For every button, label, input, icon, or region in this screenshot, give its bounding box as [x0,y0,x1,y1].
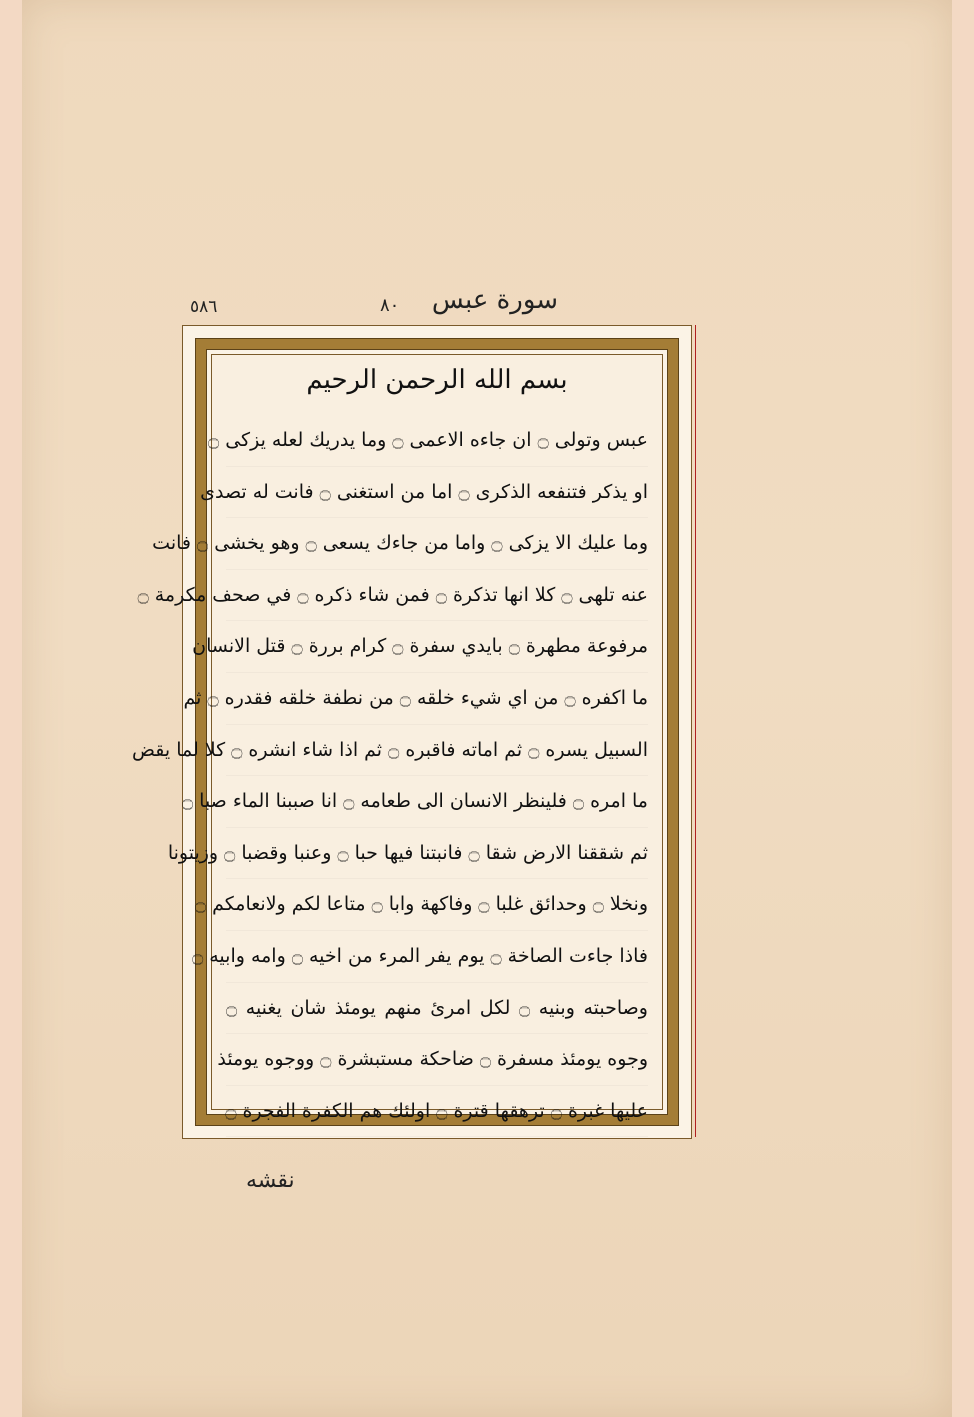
verse-line: ما اكفره ۝ من اي شيء خلقه ۝ من نطفة خلقه فقدره ۝ ثم [226,673,648,725]
gold-border [132,338,679,1126]
verse-line: عنه تلهى ۝ كلا انها تذكرة ۝ فمن شاء ذكره ۝ في صحف مكرمة ۝ [226,570,648,622]
verse-line: عليها غبرة ۝ ترهقها قترة ۝ اولئك هم الكفرة الفجرة ۝ [226,1086,648,1138]
verse-line: وصاحبته وبنيه ۝ لكل امرئ منهم يومئذ شان يغنيه ۝ [226,983,648,1035]
verse-line: عبس وتولى ۝ ان جاءه الاعمى ۝ وما يدريك لعله يزكى ۝ [226,415,648,467]
page-header [180,285,688,325]
verse-line: او يذكر فتنفعه الذكرى ۝ اما من استغنى ۝ فانت له تصدى [226,467,648,519]
surah-title: سورة عبس [431,285,559,315]
verse-line: وجوه يومئذ مسفرة ۝ ضاحكة مستبشرة ۝ ووجوه يومئذ [226,1034,648,1086]
calligrapher-signature: نقشه [246,1168,295,1193]
verse-line: مرفوعة مطهرة ۝ بايدي سفرة ۝ كرام بررة ۝ قتل الانسان [226,621,648,673]
inner-border [132,349,668,1122]
verse-line: ثم شققنا الارض شقا ۝ فانبتنا فيها حبا ۝ وعنبا وقضبا ۝ وزيتونا [226,828,648,880]
illuminated-frame [132,325,692,1139]
verse-line: فاذا جاءت الصاخة ۝ يوم يفر المرء من اخيه ۝ وامه وابيه ۝ [226,931,648,983]
verse-line: وما عليك الا يزكى ۝ واما من جاءك يسعى ۝ وهو يخشى ۝ فانت [226,518,648,570]
surah-number: ٨٠ [380,295,400,316]
page-number: ٥٨٦ [190,297,218,317]
text-panel [132,354,663,1122]
verse-line: ما امره ۝ فلينظر الانسان الى طعامه ۝ انا صببنا الماء صبا ۝ [226,776,648,828]
verse-line: ونخلا ۝ وحدائق غلبا ۝ وفاكهة وابا ۝ متاعا لكم ولانعامكم ۝ [226,879,648,931]
verse-lines [132,415,648,1137]
basmala: بسم الله الرحمن الرحيم [306,365,568,395]
verse-line: السبيل يسره ۝ ثم اماته فاقبره ۝ ثم اذا شاء انشره ۝ كلا لما يقض [226,725,648,777]
margin-rule [695,325,696,1137]
